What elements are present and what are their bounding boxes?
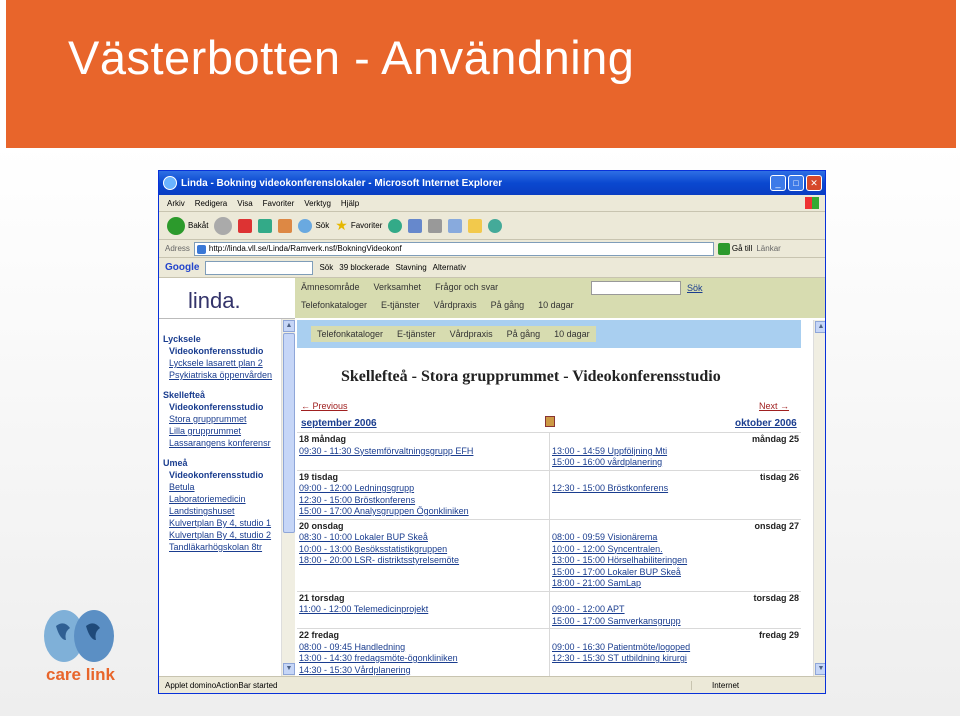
location-link[interactable]: Landstingshuset [169,506,235,516]
spelling-button[interactable]: Stavning [395,263,427,272]
nav-e-tjanster[interactable]: E-tjänster [381,300,420,310]
next-month-link[interactable]: oktober 2006 [735,418,797,429]
location-link[interactable]: Laboratoriemedicin [169,494,246,504]
back-label: Bakåt [188,221,209,230]
day-label: fredag 29 [758,630,799,640]
cal-nav-10-dagar[interactable]: 10 dagar [554,329,590,339]
windows-flag-icon [805,197,819,209]
cal-nav-pa-gang[interactable]: På gång [506,329,541,339]
close-button[interactable]: ✕ [806,175,822,191]
menu-redigera[interactable]: Redigera [194,198,228,208]
folder-icon[interactable] [468,219,482,233]
location-link[interactable]: Kulvertplan By 4, studio 1 [169,518,272,528]
address-input[interactable]: http://linda.vll.se/Linda/Ramverk.nsf/BokningVideokonf [194,242,714,256]
booking-link[interactable]: 18:00 - 21:00 SamLap [552,578,642,588]
nav-row-primary [301,282,498,292]
favorites-button[interactable] [335,217,382,234]
scroll-up-icon[interactable]: ▲ [815,321,826,333]
nav-vardpraxis[interactable]: Vårdpraxis [433,300,477,310]
go-button[interactable] [718,243,752,255]
booking-link[interactable]: 10:00 - 12:00 Syncentralen. [552,543,663,554]
menu-favoriter[interactable]: Favoriter [262,198,295,208]
browser-window [158,170,826,694]
booking-link[interactable]: 12:30 - 15:00 Bröstkonferens [299,494,416,505]
day-row [297,470,801,519]
booking-link[interactable]: 18:00 - 20:00 LSR- distriktsstyrelsemöte [299,555,460,565]
day-cell-left [297,629,549,677]
google-search-button[interactable]: Sök [319,263,334,272]
nav-pa-gang[interactable]: På gång [490,300,525,310]
day-row [297,432,801,470]
day-label: 20 onsdag [299,520,344,531]
day-label: torsdag 28 [753,592,799,603]
forward-icon[interactable] [214,217,232,235]
location-link[interactable]: Lassarangens konferensr [169,438,271,448]
location-list [163,325,281,553]
status-bar [159,676,826,693]
location-group: Lycksele [163,334,201,344]
toolbar [159,212,825,240]
location-group: Skellefteå [163,390,206,400]
booking-link[interactable]: 15:00 - 16:00 vårdplanering [552,457,663,467]
scroll-thumb[interactable] [283,333,295,533]
day-cell-left [297,433,549,470]
location-link[interactable]: Tandläkarhögskolan 8tr [169,542,263,552]
ie-icon [163,176,177,190]
booking-link[interactable]: 13:00 - 15:00 Hörselhabiliteringen [552,555,688,565]
booking-link[interactable]: 14:30 - 15:30 Vårdplanering [299,664,411,675]
menu-bar [159,195,825,212]
day-label: 18 måndag [299,434,347,444]
carelink-logo-text: care link [46,665,115,684]
day-row [297,519,801,591]
next-label: Next [759,401,778,411]
links-label[interactable]: Länkar [756,244,781,253]
popup-blocked-count[interactable]: 39 blockerade [339,263,390,272]
location-link[interactable]: Kulvertplan By 4, studio 2 [169,530,272,540]
messenger-icon[interactable] [488,219,502,233]
search-label: Sök [315,221,330,230]
location-link[interactable]: Lycksele lasarett plan 2 [169,358,263,368]
site-search-input[interactable] [591,281,681,295]
calendar-icon[interactable] [545,416,555,427]
booking-link[interactable]: 09:00 - 12:00 Ledningsgrupp [299,483,415,493]
week-grid [297,432,801,677]
top-navigation [295,278,826,318]
home-icon[interactable] [278,219,292,233]
day-label: måndag 25 [751,434,799,444]
booking-link[interactable]: 13:00 - 14:30 fredagsmöte-ögonkliniken [299,653,458,663]
slide-title-bar [6,0,956,148]
location-group: Umeå [163,458,188,468]
day-row [297,591,801,629]
menu-arkiv[interactable]: Arkiv [167,198,185,208]
day-cell-left [297,592,549,629]
scroll-up-icon[interactable]: ▲ [283,320,295,332]
nav-row-secondary [301,300,574,310]
maximize-button[interactable]: □ [788,175,804,191]
day-label: 21 torsdag [299,592,345,603]
cal-nav-telefonkataloger[interactable]: Telefonkataloger [317,329,384,339]
booking-link[interactable]: 12:30 - 15:30 ST utbildning kirurgi [552,653,687,663]
calendar-scrollbar[interactable] [813,320,826,676]
day-cell-left [297,471,549,519]
location-link[interactable]: Psykiatriska öppenvården [169,370,273,380]
stop-icon[interactable] [238,219,252,233]
day-cell-right [549,629,801,677]
location-link[interactable]: Betula [169,482,195,492]
minimize-button[interactable]: _ [770,175,786,191]
menu-visa[interactable]: Visa [237,198,253,208]
left-frame [159,278,295,676]
google-toolbar [159,258,825,278]
window-controls [770,175,825,191]
booking-link[interactable]: 10:00 - 13:00 Besöksstatistikgruppen [299,543,448,554]
next-link[interactable]: Next → [759,401,790,411]
nav-10-dagar[interactable]: 10 dagar [538,300,574,310]
address-label: Adress [165,244,190,253]
site-search-button[interactable]: Sök [687,283,703,293]
day-cell-right [549,592,801,629]
day-label: 19 tisdag [299,471,339,482]
window-title: Linda - Bokning videokonferenslokaler - Microsoft Internet Explorer [181,177,503,189]
booking-link[interactable]: 15:00 - 17:00 Lokaler BUP Skeå [552,566,681,577]
search-icon [298,219,312,233]
print-icon[interactable] [428,219,442,233]
go-arrow-icon [718,243,730,255]
linda-logo: linda. [188,288,241,313]
location-link[interactable]: Stora grupprummet [169,414,247,424]
booking-link[interactable]: 09:00 - 12:00 APT [552,604,625,614]
booking-link[interactable]: 09:30 - 11:30 Systemförvaltningsgrupp EFH [299,445,474,456]
back-arrow-icon [167,217,185,235]
booking-link[interactable]: 09:00 - 16:30 Patientmöte/logoped [552,641,691,652]
calendar-nav [311,326,596,342]
left-navigation [159,318,295,676]
window-titlebar [159,171,825,195]
mail-icon[interactable] [408,219,422,233]
refresh-icon[interactable] [258,219,272,233]
nav-fragor-och-svar[interactable]: Frågor och svar [435,282,499,292]
cal-nav-vardpraxis[interactable]: Vårdpraxis [449,329,493,339]
nav-telefonkataloger[interactable]: Telefonkataloger [301,300,368,310]
booking-link[interactable]: 15:00 - 17:00 Samverkansgrupp [552,615,681,626]
day-label: 22 fredag [299,630,340,640]
go-label: Gå till [731,244,753,253]
previous-label: Previous [312,401,348,411]
nav-verksamhet[interactable]: Verksamhet [373,282,422,292]
star-icon: ★ [335,217,348,233]
day-cell-right [549,471,801,519]
booking-link[interactable]: 08:30 - 10:00 Lokaler BUP Skeå [299,532,428,542]
booking-link[interactable]: 11:00 - 12:00 Telemedicinprojekt [299,604,429,614]
security-zone: Internet [691,681,826,690]
history-icon[interactable] [388,219,402,233]
calendar-nav-bar [297,320,801,348]
location-subheading: Videokonferensstudio [169,346,264,356]
nav-amnesomrade[interactable]: Ämnesområde [301,282,360,292]
google-search-input[interactable] [205,261,313,275]
booking-link[interactable]: 08:00 - 09:45 Handledning [299,641,406,652]
day-row [297,628,801,677]
booking-link[interactable]: 08:00 - 09:59 Visionärema [552,532,658,542]
booking-link[interactable]: 12:30 - 15:00 Bröstkonferens [552,483,669,493]
booking-link[interactable]: 13:00 - 14:59 Uppföljning Mti [552,445,668,456]
left-scrollbar[interactable] [281,319,295,676]
location-subheading: Videokonferensstudio [169,470,264,480]
cal-nav-e-tjanster[interactable]: E-tjänster [397,329,436,339]
options-button[interactable]: Alternativ [432,263,467,272]
prev-month-link[interactable]: september 2006 [301,418,377,429]
slide-title: Västerbotten - Användning [68,31,635,84]
location-subheading: Videokonferensstudio [169,402,264,412]
search-button[interactable] [298,219,329,233]
menu-hjalp[interactable]: Hjälp [340,198,360,208]
previous-link[interactable]: ← Previous [301,401,348,411]
menu-verktyg[interactable]: Verktyg [304,198,331,208]
day-cell-right [549,433,801,470]
calendar-heading: Skellefteå - Stora grupprummet - Videokonferensstudio [341,368,721,385]
back-button[interactable] [167,217,208,235]
page-content [159,278,826,676]
address-bar [159,240,825,258]
scroll-down-icon[interactable]: ▼ [283,663,295,675]
calendar-frame [297,320,826,676]
google-logo[interactable]: Google [165,262,200,273]
day-label: onsdag 27 [754,520,799,531]
scroll-down-icon[interactable]: ▼ [815,663,826,675]
day-cell-right [549,520,801,591]
favorites-label: Favoriter [350,221,383,230]
day-cell-left [297,520,549,591]
edit-icon[interactable] [448,219,462,233]
status-text: Applet dominoActionBar started [165,680,278,690]
day-label: tisdag 26 [759,471,799,482]
booking-link[interactable]: 15:00 - 17:00 Analysgruppen Ögonkliniken [299,506,469,516]
location-link[interactable]: Lilla grupprummet [169,426,242,436]
